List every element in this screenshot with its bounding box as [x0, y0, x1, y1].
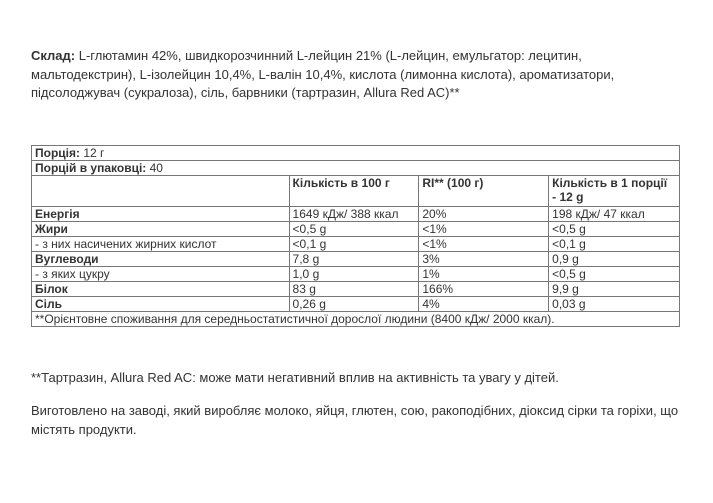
- footnote-row: [32, 312, 680, 327]
- row-per100: 0,26 g: [289, 297, 419, 312]
- row-per100: <0,1 g: [289, 237, 419, 252]
- header-per-portion-line1: Кількість в 1 порції: [552, 176, 668, 190]
- header-ri: RI** (100 г): [419, 176, 549, 207]
- row-portion: 9,9 g: [549, 282, 680, 297]
- row-ri: <1%: [419, 222, 549, 237]
- table-row: [32, 252, 680, 267]
- header-row: [32, 176, 680, 207]
- table-row: [32, 282, 680, 297]
- row-portion: <0,1 g: [549, 237, 680, 252]
- row-name: Білок: [32, 282, 290, 297]
- row-ri: 3%: [419, 252, 549, 267]
- table-row: [32, 297, 680, 312]
- row-per100: 1649 кДж/ 388 ккал: [289, 207, 419, 222]
- table-row: [32, 207, 680, 222]
- row-ri: 4%: [419, 297, 549, 312]
- row-name: - з яких цукру: [32, 267, 290, 282]
- row-per100: 7,8 g: [289, 252, 419, 267]
- table-row: [32, 267, 680, 282]
- header-per-portion: [549, 176, 680, 207]
- row-portion: <0,5 g: [549, 222, 680, 237]
- portion-value: 12 г: [80, 146, 105, 160]
- row-name: - з них насичених жирних кислот: [32, 237, 290, 252]
- portion-row: [32, 146, 680, 161]
- row-portion: <0,5 g: [549, 267, 680, 282]
- composition-paragraph: [31, 47, 681, 103]
- row-ri: <1%: [419, 237, 549, 252]
- row-name: Сіль: [32, 297, 290, 312]
- row-ri: 1%: [419, 267, 549, 282]
- dyes-warning: **Тартразин, Allura Red AC: може мати негативний вплив на активність та увагу у дітей.: [31, 370, 559, 385]
- header-per-portion-line2: - 12 g: [552, 190, 584, 204]
- per-pack-cell: [32, 161, 680, 176]
- per-pack-value: 40: [146, 161, 163, 175]
- header-empty-cell: [32, 176, 290, 207]
- row-ri: 20%: [419, 207, 549, 222]
- row-name: Жири: [32, 222, 290, 237]
- row-portion: 198 кДж/ 47 ккал: [549, 207, 680, 222]
- row-ri: 166%: [419, 282, 549, 297]
- footnote-cell: **Орієнтовне споживання для середньостатистичної дорослої людини (8400 кДж/ 2000 ккал).: [32, 312, 680, 327]
- table-row: [32, 222, 680, 237]
- portion-label: Порція:: [35, 146, 80, 160]
- row-per100: 1,0 g: [289, 267, 419, 282]
- row-name: Вуглеводи: [32, 252, 290, 267]
- table-row: [32, 237, 680, 252]
- row-per100: 83 g: [289, 282, 419, 297]
- row-portion: 0,03 g: [549, 297, 680, 312]
- row-name: Енергія: [32, 207, 290, 222]
- nutrition-table: [31, 145, 680, 327]
- composition-label: Склад:: [31, 48, 76, 63]
- header-per100: Кількість в 100 г: [289, 176, 419, 207]
- per-pack-label: Порцій в упаковці:: [35, 161, 147, 175]
- allergen-warning: Виготовлено на заводі, який виробляє молоко, яйця, глютен, сою, ракоподібних, діоксид сірки та горіхи, що містять продукти.: [31, 403, 679, 437]
- per-pack-row: [32, 161, 680, 176]
- row-per100: <0,5 g: [289, 222, 419, 237]
- composition-text: L-глютамин 42%, швидкорозчинний L-лейцин 21% (L-лейцин, емульгатор: лецитин, мальтодекстрин), L-ізолейцин 10,4%, L-валін 10,4%, кислота (лимонна кислота), ароматизатори, підсолоджувач (сукралоза), сіль, барвники (тартразин, Allura Red AC)**: [31, 48, 615, 100]
- portion-cell: [32, 146, 680, 161]
- row-portion: 0,9 g: [549, 252, 680, 267]
